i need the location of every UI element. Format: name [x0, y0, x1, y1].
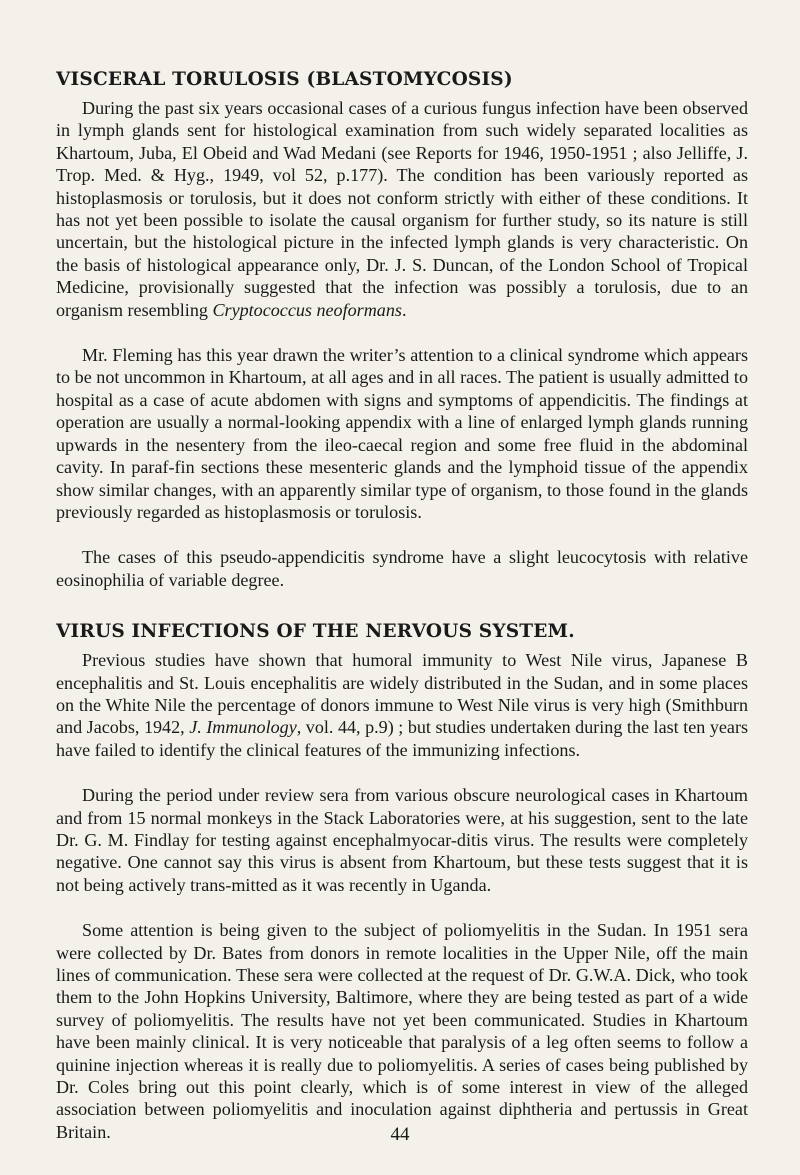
section-heading: VISCERAL TORULOSIS (BLASTOMYCOSIS)	[56, 69, 513, 90]
paragraph-text: The cases of this pseudo-appendicitis syndrome have a slight leucocytosis with relative eosinophilia of variable degree.	[56, 547, 748, 590]
organism-name: Cryptococcus neoformans	[212, 299, 402, 320]
page-number: 44	[390, 1124, 410, 1145]
paragraph	[56, 97, 748, 321]
paragraph-text: Previous studies have shown that humoral immunity to West Nile virus, Japanese B encephalitis and St. Louis encephalitis are widely distributed in the Sudan, and in some places on the White Nile the percentage of donors immune to West Nile virus is very high (Smithburn and Jacobs, 1942,	[56, 650, 748, 738]
paragraph	[56, 546, 748, 591]
section-visceral-torulosis	[56, 66, 748, 591]
paragraph-text-end: , vol. 44, p.9) ; but studies undertaken during the last ten years have failed to identify the clinical features of the immunizing infections.	[56, 717, 749, 760]
section-virus-infections	[56, 618, 748, 1143]
paragraph-text: Some attention is being given to the subject of poliomyelitis in the Sudan. In 1951 sera were collected by Dr. Bates from donors in remote localities in the Upper Nile, off the main lines of communication. These sera were collected at the request of Dr. G.W.A. Dick, who took them to the John Hopkins University, Baltimore, where they are being tested as part of a wide survey of poliomyelitis. The results have not yet been communicated. Studies in Khartoum have been mainly clinical. It is very noticeable that paralysis of a leg often seems to follow a quinine injection whereas it is really due to poliomyelitis. A series of cases being published by Dr. Coles bring out this point clearly, which is of some interest in view of the alleged association between poliomyelitis and inoculation against diphtheria and pertussis in Great Britain.	[56, 920, 748, 1142]
paragraph	[56, 649, 748, 761]
paragraph-text-end: .	[401, 299, 407, 320]
paragraph	[56, 919, 748, 1143]
section-heading: VIRUS INFECTIONS OF THE NERVOUS SYSTEM.	[56, 621, 575, 643]
paragraph	[56, 784, 748, 896]
paragraph-text: During the past six years occasional cases of a curious fungus infection have been observed in lymph glands sent for histological examination from such widely separated localities as Khartoum, Juba, El Obeid and Wad Medani (see Reports for 1946, 1950-1951 ; also Jelliffe, J. Trop. Med. & Hyg., 1949, vol 52, p.177). The condition has been variously reported as histoplasmosis or torulosis, but it does not conform strictly with either of these conditions. It has not yet been possible to isolate the causal organism for further study, so its nature is still uncertain, but the histological picture in the infected lymph glands is very characteristic. On the basis of histological appearance only, Dr. J. S. Duncan, of the London School of Tropical Medicine, provisionally suggested that the infection was possibly a torulosis, due to an organism resembling	[56, 98, 748, 320]
paragraph	[56, 344, 748, 523]
journal-title: J. Immunology	[189, 717, 297, 738]
paragraph-text: Mr. Fleming has this year drawn the writer’s attention to a clinical syndrome which appears to be not uncommon in Khartoum, at all ages and in all races. The patient is usually admitted to hospital as a case of acute abdomen with signs and symptoms of appendicitis. The findings at operation are usually a normal-looking appendix with a line of enlarged lymph glands running upwards in the nesentery from the ileo-caecal region and some free fluid in the abdominal cavity. In paraf-fin sections these mesenteric glands and the lymphoid tissue of the appendix show similar changes, with an apparently similar type of organism, to those found in the glands previously regarded as histoplasmosis or torulosis.	[56, 345, 748, 522]
paragraph-text: During the period under review sera from various obscure neurological cases in Khartoum and from 15 normal monkeys in the Stack Laboratories were, at his suggestion, sent to the late Dr. G. M. Findlay for testing against encephalmyocar-ditis virus. The results were completely negative. One cannot say this virus is absent from Khartoum, but these tests suggest that it is not being actively trans-mitted as it was recently in Uganda.	[56, 785, 748, 895]
page-content	[56, 66, 748, 1143]
